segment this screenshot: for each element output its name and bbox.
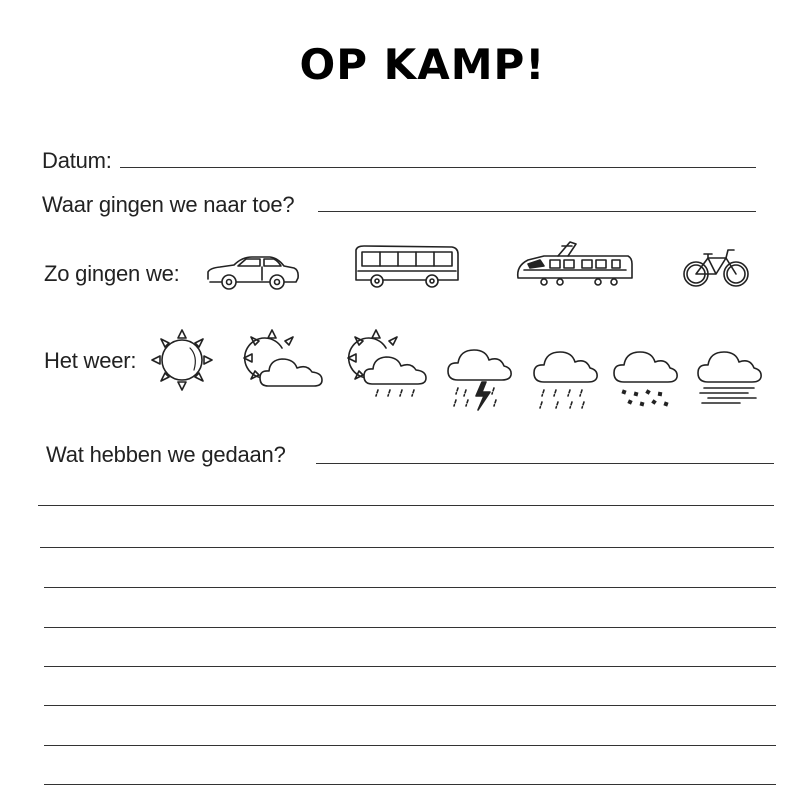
hail-icon[interactable] <box>612 346 678 412</box>
transport-label: Zo gingen we: <box>44 261 180 286</box>
bicycle-icon[interactable] <box>682 246 750 290</box>
writing-line[interactable] <box>40 547 774 548</box>
activities-first-line[interactable] <box>316 463 774 464</box>
activities-label: Wat hebben we gedaan? <box>46 442 286 467</box>
sun-cloud-icon[interactable] <box>242 326 326 394</box>
writing-line[interactable] <box>44 705 776 706</box>
weather-label: Het weer: <box>44 348 137 373</box>
sun-cloud-rain-icon[interactable] <box>346 326 430 402</box>
writing-line[interactable] <box>44 587 776 588</box>
writing-line[interactable] <box>44 784 776 785</box>
writing-line[interactable] <box>44 627 776 628</box>
date-label: Datum: <box>42 148 112 173</box>
writing-line[interactable] <box>44 666 776 667</box>
thunderstorm-icon[interactable] <box>446 344 512 414</box>
destination-line[interactable] <box>318 211 756 212</box>
writing-line[interactable] <box>38 505 774 506</box>
page-title: OP KAMP! <box>299 40 546 89</box>
date-line[interactable] <box>120 167 756 168</box>
sun-icon[interactable] <box>148 326 216 394</box>
bus-icon[interactable] <box>352 244 462 290</box>
rain-icon[interactable] <box>532 346 598 414</box>
car-icon[interactable] <box>204 252 300 292</box>
tram-icon[interactable] <box>514 238 634 290</box>
writing-line[interactable] <box>44 745 776 746</box>
destination-label: Waar gingen we naar toe? <box>42 192 295 217</box>
fog-icon[interactable] <box>696 346 762 406</box>
